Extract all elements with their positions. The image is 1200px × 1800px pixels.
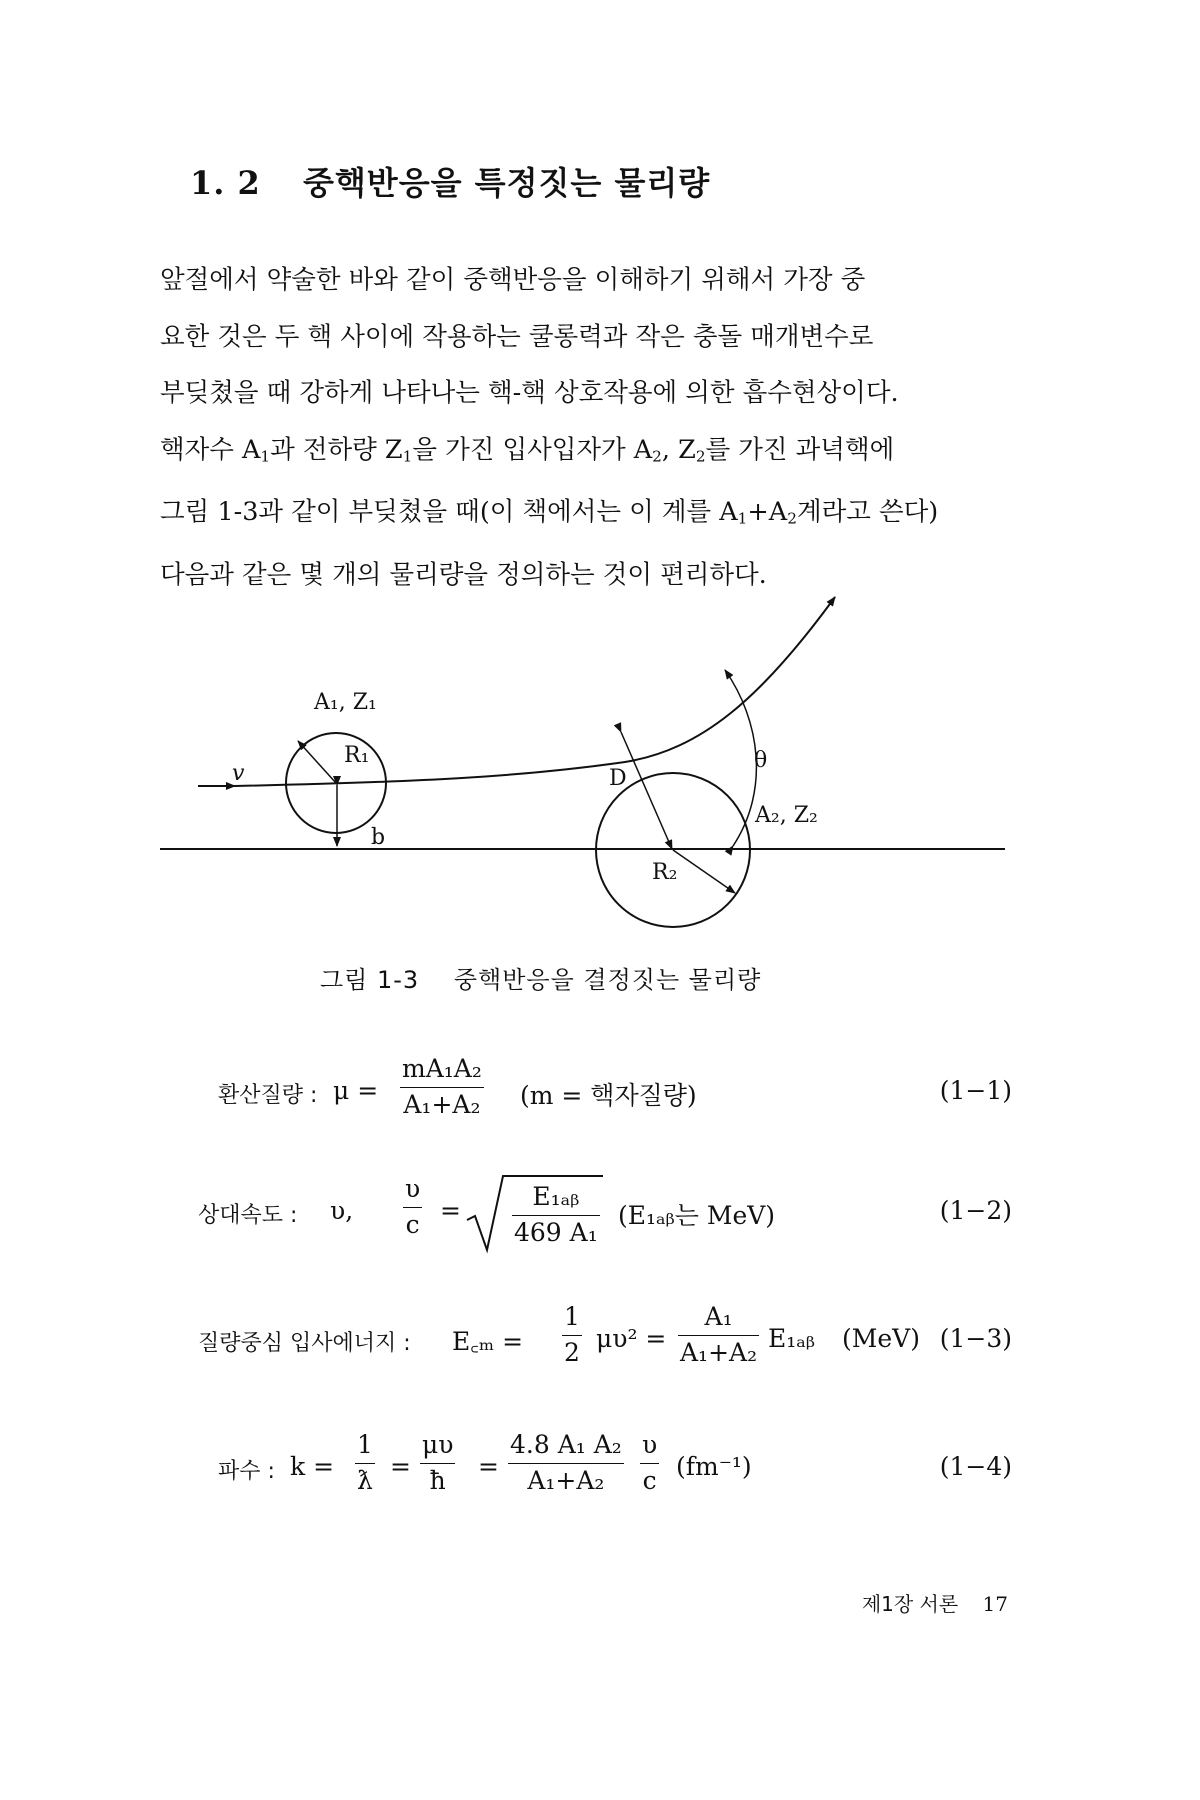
paragraph-line-6: 다음과 같은 몇 개의 물리량을 정의하는 것이 편리하다. <box>160 560 767 591</box>
equation-lhs: k = <box>290 1452 335 1481</box>
text: 를 가진 과녁핵에 <box>705 434 895 465</box>
denominator: A₁+A₂ <box>400 1087 484 1119</box>
equation-unit: (MeV) <box>842 1324 920 1353</box>
fraction <box>355 1430 375 1495</box>
radius-r1 <box>298 741 336 783</box>
denominator: c <box>640 1463 659 1495</box>
denominator: 469 A₁ <box>512 1215 600 1247</box>
equation-label: 환산질량 : <box>218 1083 318 1108</box>
denominator: c <box>403 1207 422 1239</box>
angle-theta-arc <box>725 670 756 846</box>
collision-diagram <box>0 570 1200 950</box>
label-theta: θ <box>754 748 768 773</box>
paragraph-line-3: 부딪쳤을 때 강하게 나타나는 핵-핵 상호작용에 의한 흡수현상이다. <box>160 378 899 408</box>
denominator: ħ <box>420 1463 455 1495</box>
body-paragraph <box>160 252 1040 604</box>
denominator: ƛ <box>355 1463 375 1495</box>
fraction <box>512 1182 600 1247</box>
numerator: 4.8 A₁ A₂ <box>510 1430 622 1459</box>
text: 과 전하량 Z <box>270 434 403 465</box>
equation-cm-energy <box>0 1300 1200 1400</box>
fraction <box>678 1302 759 1367</box>
label-d: D <box>609 766 627 791</box>
label-b: b <box>371 825 386 850</box>
equals-sign: = <box>478 1452 499 1481</box>
fraction <box>640 1430 659 1495</box>
chapter-title: 제1장 서론 <box>861 1592 959 1616</box>
section-heading <box>190 158 710 204</box>
paragraph-line-1: 앞절에서 약술한 바와 같이 중핵반응을 이해하기 위해서 가장 중 <box>160 265 866 295</box>
text: 그림 1-3과 같이 부딪쳤을 때(이 책에서는 이 계를 A <box>160 497 738 528</box>
equation-relative-velocity <box>0 1172 1200 1272</box>
figure-caption <box>320 960 761 995</box>
paragraph-line-4 <box>160 422 1040 485</box>
fraction <box>562 1302 582 1367</box>
distance-d <box>621 732 672 849</box>
label-a2-z2: A₂, Z₂ <box>755 803 818 828</box>
equation-number: (1−3) <box>939 1324 1012 1353</box>
fraction <box>508 1430 624 1495</box>
numerator: E₁ₐᵦ <box>532 1182 580 1211</box>
equation-wave-number <box>0 1428 1200 1528</box>
paragraph-line-2: 요한 것은 두 핵 사이에 작용하는 쿨롱력과 작은 충돌 매개변수로 <box>160 321 874 352</box>
text: 핵자수 A <box>160 434 261 465</box>
equation-reduced-mass <box>0 1050 1200 1150</box>
equation-middle: μυ² = <box>596 1324 667 1353</box>
equation-label: 상대속도 : <box>198 1203 298 1228</box>
equation-note: (E₁ₐᵦ는 MeV) <box>618 1201 776 1230</box>
section-title: 중핵반응을 특정짓는 물리량 <box>302 164 711 202</box>
equation-number: (1−2) <box>939 1196 1012 1225</box>
equation-number: (1−1) <box>939 1076 1012 1105</box>
equation-number: (1−4) <box>939 1452 1012 1481</box>
equation-unit: (fm⁻¹) <box>676 1452 752 1481</box>
numerator: mA₁A₂ <box>402 1054 482 1083</box>
label-r2: R₂ <box>652 860 678 885</box>
numerator: υ <box>405 1174 421 1203</box>
equation-lhs: υ, <box>330 1196 354 1225</box>
fraction <box>420 1430 455 1495</box>
equation-note: (m = 핵자질량) <box>520 1081 697 1110</box>
numerator: 1 <box>564 1302 580 1331</box>
text: , Z <box>661 434 696 465</box>
equation-label: 질량중심 입사에너지 : <box>198 1331 411 1356</box>
denominator: 2 <box>562 1335 582 1367</box>
equation-label: 파수 : <box>218 1459 275 1484</box>
subscript: 1 <box>402 446 413 465</box>
fraction <box>400 1054 484 1119</box>
equation-lhs: E꜀ₘ = <box>452 1327 524 1356</box>
radius-r2 <box>673 850 735 893</box>
equation-tail: E₁ₐᵦ <box>768 1324 816 1353</box>
numerator: μυ <box>422 1430 454 1459</box>
subscript: 1 <box>737 509 748 528</box>
denominator: A₁+A₂ <box>678 1335 759 1367</box>
subscript: 2 <box>787 509 797 528</box>
label-r1: R₁ <box>344 743 370 768</box>
section-number: 1. 2 <box>190 164 261 202</box>
label-a1-z1: A₁, Z₁ <box>314 690 377 715</box>
subscript: 2 <box>652 446 662 465</box>
label-v: v <box>232 761 245 786</box>
text: +A <box>747 497 788 528</box>
numerator: 1 <box>357 1430 373 1459</box>
figure-caption-text: 중핵반응을 결정짓는 물리량 <box>453 966 762 994</box>
numerator: A₁ <box>704 1302 733 1331</box>
equals-sign: = <box>390 1452 411 1481</box>
subscript: 2 <box>695 446 706 465</box>
page-footer <box>862 1588 1008 1617</box>
text: 을 가진 입사입자가 A <box>412 434 653 465</box>
equals-sign: = <box>440 1196 461 1225</box>
text: 계라고 쓴다) <box>796 497 939 528</box>
denominator: A₁+A₂ <box>508 1463 624 1495</box>
fraction <box>403 1174 422 1239</box>
equation-lhs: μ = <box>333 1076 379 1105</box>
page-number: 17 <box>982 1592 1008 1616</box>
subscript: 1 <box>260 446 271 465</box>
figure-number: 그림 1-3 <box>320 966 420 994</box>
numerator: υ <box>642 1430 658 1459</box>
paragraph-line-5 <box>160 484 1040 547</box>
